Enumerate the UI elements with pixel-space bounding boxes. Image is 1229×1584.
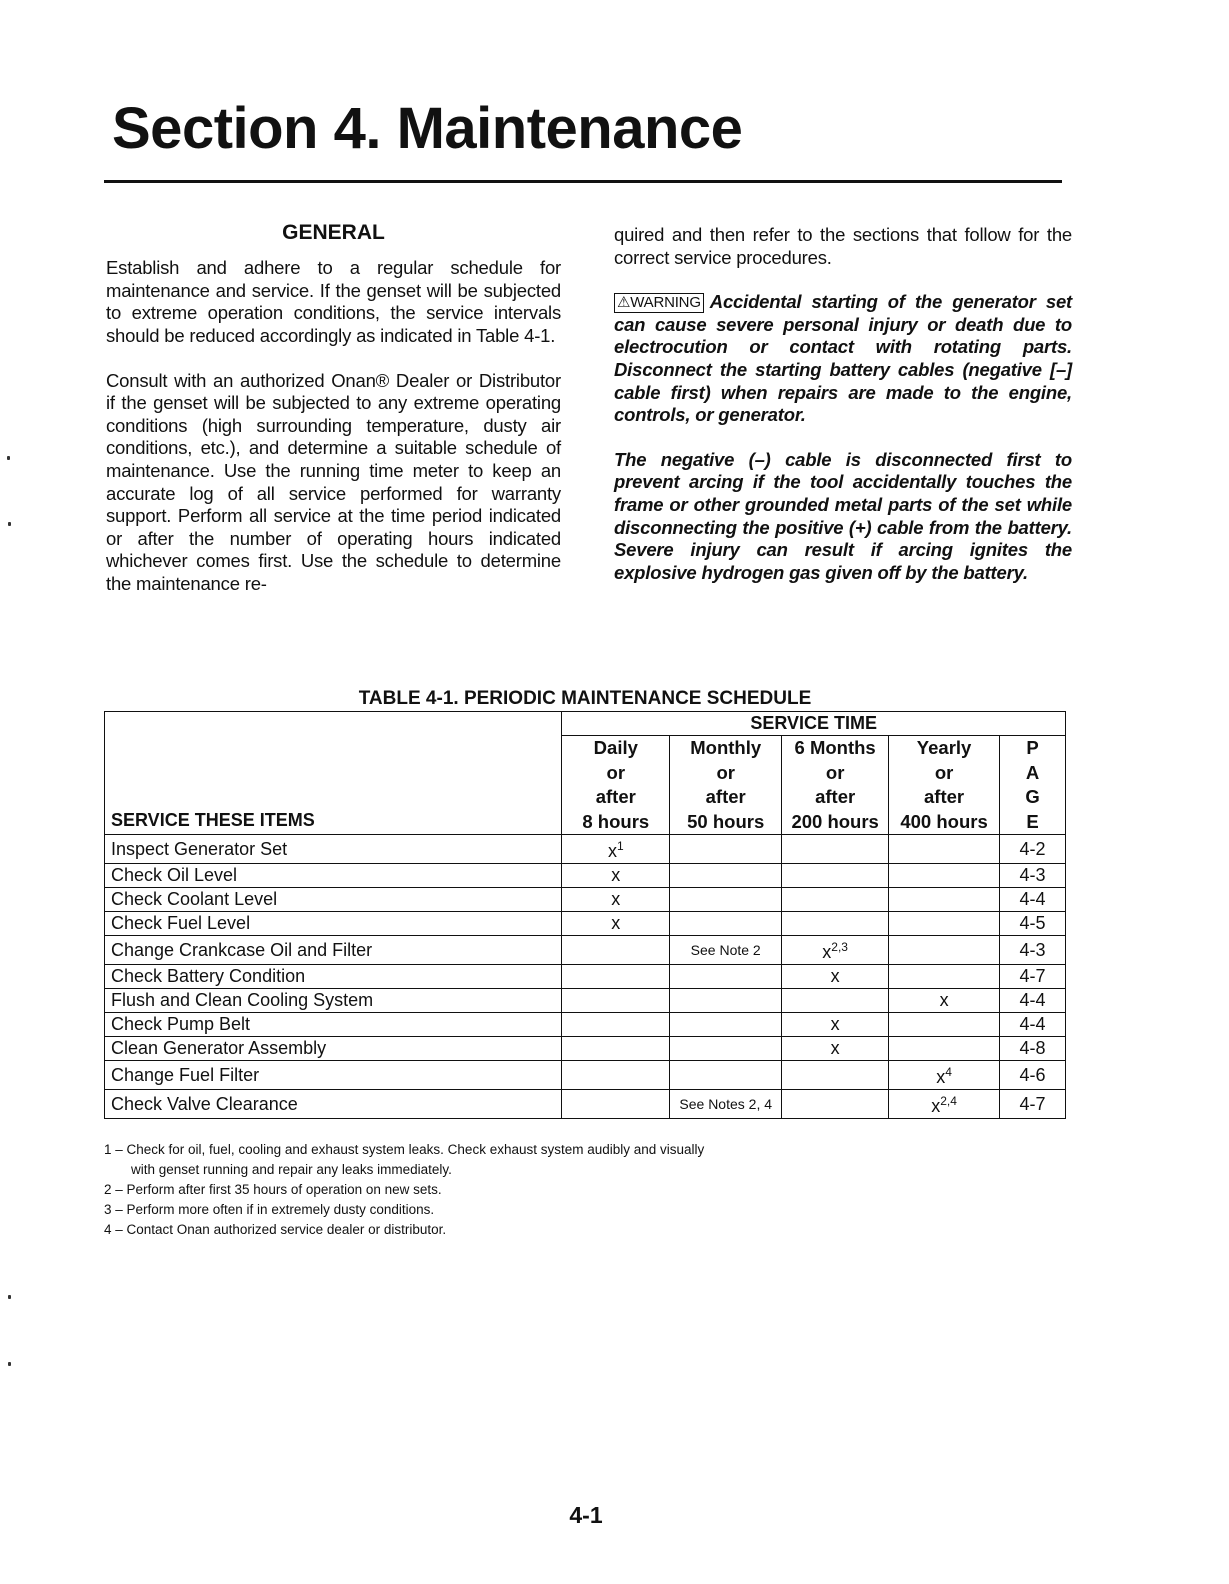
cell-six-months bbox=[782, 912, 889, 936]
cell-value: x bbox=[931, 1096, 941, 1116]
cell-six-months bbox=[782, 1013, 889, 1037]
cell-item: Change Crankcase Oil and Filter bbox=[105, 936, 562, 965]
cell-value: x bbox=[830, 1038, 840, 1058]
cell-six-months bbox=[782, 965, 889, 989]
cell-monthly bbox=[670, 912, 782, 936]
cell-six-months bbox=[782, 989, 889, 1013]
cell-value: x bbox=[936, 1067, 946, 1087]
cell-page bbox=[1000, 936, 1066, 965]
items-header: SERVICE THESE ITEMS bbox=[105, 712, 562, 835]
cell-daily bbox=[562, 965, 670, 989]
cell-item: Check Pump Belt bbox=[105, 1013, 562, 1037]
cell-six-months bbox=[782, 864, 889, 888]
continuation-paragraph: quired and then refer to the sections that follow for the correct service procedures. bbox=[614, 224, 1072, 268]
maintenance-schedule-table bbox=[104, 711, 1066, 1119]
cell-yearly bbox=[889, 1061, 1000, 1090]
cell-yearly bbox=[889, 1037, 1000, 1061]
cell-value: See Note 2 bbox=[690, 941, 761, 958]
table-row bbox=[105, 835, 1066, 864]
cell-note-ref: 1 bbox=[616, 839, 624, 853]
table-row bbox=[105, 989, 1066, 1013]
cell-value: 4-4 bbox=[1019, 889, 1046, 909]
cell-value: x bbox=[611, 889, 621, 909]
cell-monthly bbox=[670, 1090, 782, 1119]
cell-value: x bbox=[830, 966, 840, 986]
general-paragraph-1: Establish and adhere to a regular schedule for maintenance and service. If the genset will be subjected to extreme operation conditions, the service intervals should be reduced accordingly as indicated in Table 4-1. bbox=[106, 257, 561, 346]
general-paragraph-2: Consult with an authorized Onan® Dealer or Distributor if the genset will be subjected to any extreme operating conditions (high surrounding temperature, dusty air conditions, etc.), and determine a suitable schedule of maintenance. Use the running time meter to keep an accurate log of all service performed for warranty support. Perform all service at the time period indicated or after the number of operating hours indicated whichever comes first. Use the schedule to determine the maintenance re- bbox=[106, 369, 561, 594]
table-row bbox=[105, 965, 1066, 989]
cell-item: Inspect Generator Set bbox=[105, 835, 562, 864]
footnote-3: 3 – Perform more often if in extremely dusty conditions. bbox=[104, 1202, 435, 1217]
cell-yearly bbox=[889, 936, 1000, 965]
cell-yearly bbox=[889, 1013, 1000, 1037]
table-row bbox=[105, 864, 1066, 888]
cell-item: Check Oil Level bbox=[105, 864, 562, 888]
service-time-header: SERVICE TIME bbox=[562, 712, 1066, 736]
footnote-2: 2 – Perform after first 35 hours of operation on new sets. bbox=[104, 1182, 442, 1197]
page-number: 4-1 bbox=[569, 1502, 603, 1528]
cell-page bbox=[1000, 1037, 1066, 1061]
cell-page bbox=[1000, 989, 1066, 1013]
general-heading: GENERAL bbox=[282, 221, 385, 244]
cell-value: x bbox=[822, 942, 832, 962]
caution-paragraph: The negative (–) cable is disconnected first to prevent arcing if the tool accidentally touches the frame or other grounded metal parts of the set while disconnecting the positive (+) cable from the battery. Severe injury can result if arcing ignites the explosive hydrogen gas given off by the battery. bbox=[614, 448, 1072, 583]
table-row bbox=[105, 1061, 1066, 1090]
cell-daily bbox=[562, 989, 670, 1013]
section-title: Section 4. Maintenance bbox=[112, 96, 743, 161]
cell-six-months bbox=[782, 835, 889, 864]
cell-page bbox=[1000, 835, 1066, 864]
cell-page bbox=[1000, 864, 1066, 888]
warning-text: Accidental starting of the generator set can cause severe personal injury or death due to electrocution or contact with rotating parts. Disconnect the starting battery cables (negative [–] cable first) when repairs are made to the engine, controls, or generator. bbox=[614, 291, 1072, 426]
cell-monthly bbox=[670, 1037, 782, 1061]
cell-monthly bbox=[670, 1013, 782, 1037]
cell-item: Check Battery Condition bbox=[105, 965, 562, 989]
scan-speck bbox=[7, 456, 10, 460]
cell-item: Clean Generator Assembly bbox=[105, 1037, 562, 1061]
cell-yearly bbox=[889, 912, 1000, 936]
cell-page bbox=[1000, 965, 1066, 989]
warning-paragraph bbox=[614, 291, 1072, 427]
cell-note-ref: 4 bbox=[945, 1065, 952, 1079]
table-row bbox=[105, 1090, 1066, 1119]
cell-item: Change Fuel Filter bbox=[105, 1061, 562, 1090]
cell-daily bbox=[562, 936, 670, 965]
table-row bbox=[105, 1037, 1066, 1061]
cell-monthly bbox=[670, 1061, 782, 1090]
cell-value: 4-7 bbox=[1019, 966, 1046, 986]
footnotes bbox=[104, 1140, 824, 1240]
cell-value: x bbox=[830, 1014, 840, 1034]
cell-monthly bbox=[670, 864, 782, 888]
cell-value: 4-6 bbox=[1019, 1064, 1046, 1085]
cell-item: Check Fuel Level bbox=[105, 912, 562, 936]
cell-value: x bbox=[607, 841, 617, 861]
cell-yearly bbox=[889, 989, 1000, 1013]
table-row bbox=[105, 936, 1066, 965]
cell-value: x bbox=[939, 990, 949, 1010]
table-row bbox=[105, 1013, 1066, 1037]
cell-page bbox=[1000, 1013, 1066, 1037]
cell-value: See Notes 2, 4 bbox=[679, 1095, 773, 1112]
column-header-six-months: 6 Months or after 200 hours bbox=[782, 736, 889, 835]
cell-page bbox=[1000, 1090, 1066, 1119]
scan-speck bbox=[8, 1295, 11, 1299]
cell-monthly bbox=[670, 888, 782, 912]
right-column bbox=[614, 224, 1072, 584]
table-title: TABLE 4-1. PERIODIC MAINTENANCE SCHEDULE bbox=[358, 688, 812, 709]
cell-six-months bbox=[782, 936, 889, 965]
cell-monthly bbox=[670, 936, 782, 965]
table-header-row-1 bbox=[105, 712, 1066, 736]
table-row bbox=[105, 888, 1066, 912]
cell-daily bbox=[562, 912, 670, 936]
cell-monthly bbox=[670, 965, 782, 989]
cell-six-months bbox=[782, 1090, 889, 1119]
cell-daily bbox=[562, 864, 670, 888]
scan-speck bbox=[8, 522, 11, 526]
cell-value: x bbox=[611, 865, 621, 885]
scan-speck bbox=[8, 1362, 11, 1366]
cell-item: Check Coolant Level bbox=[105, 888, 562, 912]
cell-monthly bbox=[670, 989, 782, 1013]
column-header-yearly: Yearly or after 400 hours bbox=[889, 736, 1000, 835]
cell-six-months bbox=[782, 1061, 889, 1090]
cell-yearly bbox=[889, 1090, 1000, 1119]
column-header-page: P A G E bbox=[1000, 736, 1066, 835]
title-rule bbox=[104, 180, 1062, 183]
cell-page bbox=[1000, 912, 1066, 936]
footnote-1: 1 – Check for oil, fuel, cooling and exhaust system leaks. Check exhaust system audibly and visually bbox=[104, 1142, 705, 1157]
cell-daily bbox=[562, 1037, 670, 1061]
cell-value: x bbox=[611, 913, 621, 933]
cell-item: Flush and Clean Cooling System bbox=[105, 989, 562, 1013]
cell-value: 4-7 bbox=[1019, 1093, 1046, 1114]
cell-yearly bbox=[889, 888, 1000, 912]
cell-value: 4-8 bbox=[1019, 1038, 1046, 1058]
cell-monthly bbox=[670, 835, 782, 864]
column-header-daily: Daily or after 8 hours bbox=[562, 736, 670, 835]
cell-value: 4-3 bbox=[1019, 865, 1046, 885]
cell-value: 4-3 bbox=[1019, 939, 1046, 960]
cell-value: 4-2 bbox=[1019, 838, 1046, 859]
cell-value: 4-5 bbox=[1019, 913, 1046, 933]
cell-daily bbox=[562, 835, 670, 864]
cell-six-months bbox=[782, 1037, 889, 1061]
cell-daily bbox=[562, 888, 670, 912]
cell-daily bbox=[562, 1013, 670, 1037]
cell-value: 4-4 bbox=[1019, 1014, 1046, 1034]
cell-page bbox=[1000, 1061, 1066, 1090]
cell-note-ref: 2,4 bbox=[940, 1094, 957, 1108]
cell-daily bbox=[562, 1090, 670, 1119]
cell-note-ref: 2,3 bbox=[831, 940, 848, 954]
footnote-4: 4 – Contact Onan authorized service dealer or distributor. bbox=[104, 1222, 447, 1237]
footnote-1-continued: with genset running and repair any leaks immediately. bbox=[131, 1162, 452, 1177]
column-header-monthly: Monthly or after 50 hours bbox=[670, 736, 782, 835]
cell-page bbox=[1000, 888, 1066, 912]
cell-six-months bbox=[782, 888, 889, 912]
cell-yearly bbox=[889, 864, 1000, 888]
left-column bbox=[106, 220, 561, 596]
cell-yearly bbox=[889, 965, 1000, 989]
warning-label: ⚠WARNING bbox=[614, 293, 704, 313]
cell-daily bbox=[562, 1061, 670, 1090]
cell-value: 4-4 bbox=[1019, 990, 1046, 1010]
cell-item: Check Valve Clearance bbox=[105, 1090, 562, 1119]
cell-yearly bbox=[889, 835, 1000, 864]
table-row bbox=[105, 912, 1066, 936]
